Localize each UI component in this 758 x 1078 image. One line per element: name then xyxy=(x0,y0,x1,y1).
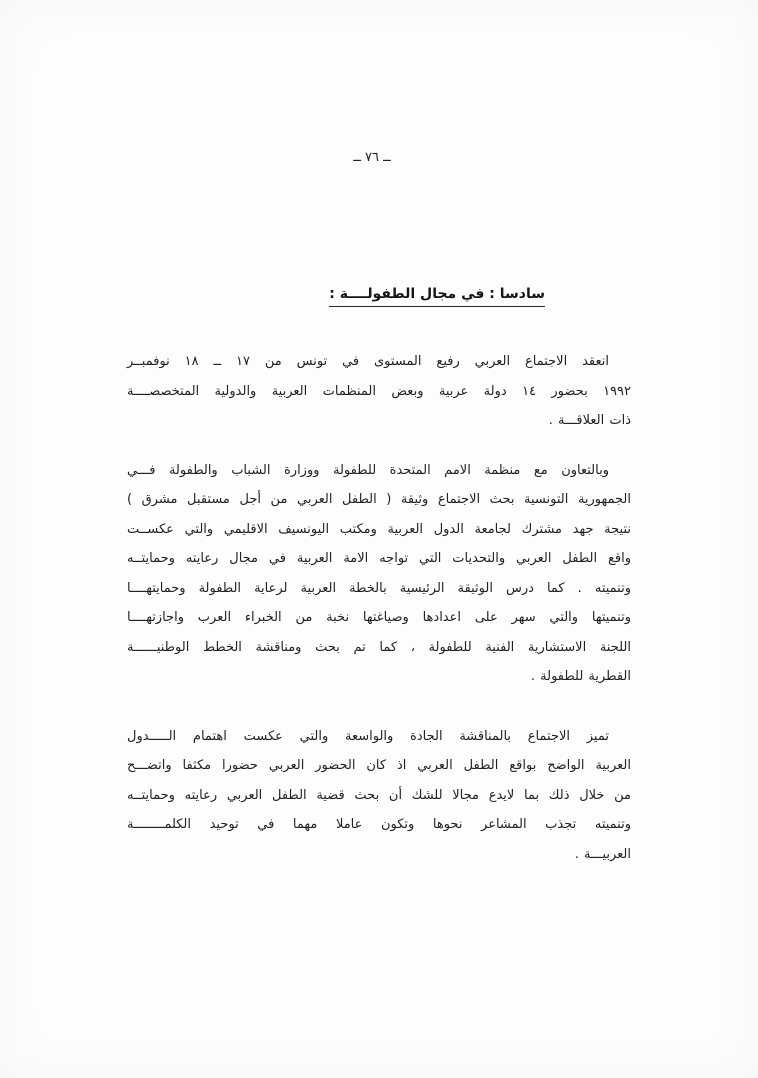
text-line: من خلال ذلك بما لايدع مجالا للشك أن بحث قضية الطفل العربي رعايته وحمايتــه xyxy=(127,787,631,803)
text-line: وتنميته تجذب المشاعر نحوها وتكون عاملا مهما في توحيد الكلمــــــــة xyxy=(127,817,631,832)
text-line: وتنميته . كما درس الوثيقة الرئيسية بالخطة العربية لرعاية الطفولة وحمايتهــــا xyxy=(127,580,631,596)
text-line: وتنميتها والتي سهر على اعدادها وصياغتها نخبة من الخبراء العرب واجازتهــــا xyxy=(127,610,631,625)
text-line: نتيجة جهد مشترك لجامعة الدول العربية ومكتب اليونسيف الاقليمي والتي عكســت xyxy=(127,521,631,537)
document-body xyxy=(127,347,631,889)
text-line: وبالتعاون مع منظمة الامم المتحدة للطفولة ووزارة الشباب والطفولة فـــي xyxy=(127,462,609,478)
text-line: القطرية للطفولة . xyxy=(530,669,631,684)
text-line: واقع الطفل العربي والتحديات التي تواجه الامة العربية في مجال رعايته وحمايتــه xyxy=(127,551,631,566)
paragraph xyxy=(127,456,631,692)
text-line: الجمهورية التونسية بحث الاجتماع وثيقة ( الطفل العربي من أجل مستقبل مشرق ) xyxy=(127,492,631,507)
text-line: اللجنة الاستشارية الفنية للطفولة ، كما تم بحث ومناقشة الخطط الوطنيــــــة xyxy=(127,639,631,655)
section-heading xyxy=(329,283,545,302)
section-heading-text: سادسا : في مجال الطفولــــة : xyxy=(329,286,545,307)
paragraph xyxy=(127,722,631,870)
text-line: ١٩٩٢ بحضور ١٤ دولة عربية وبعض المنظمات العربية والدولية المتخصصــــة xyxy=(127,383,631,399)
paragraph xyxy=(127,347,631,436)
text-line: العربية الواضح بواقع الطفل العربي اذ كان الحضور العربي حضورا مكثفا واتضـــح xyxy=(127,758,631,773)
page-number: ــ ٧٦ ــ xyxy=(353,150,391,165)
text-line: تميز الاجتماع بالمناقشة الجادة والواسعة والتي عكست اهتمام الـــــدول xyxy=(127,728,609,744)
text-line: ذات العلاقـــة . xyxy=(548,413,631,428)
text-line: انعقد الاجتماع العربي رفيع المستوى في تونس من ١٧ ــ ١٨ نوفمبــر xyxy=(127,354,609,369)
text-line: العربيـــة . xyxy=(574,846,631,862)
